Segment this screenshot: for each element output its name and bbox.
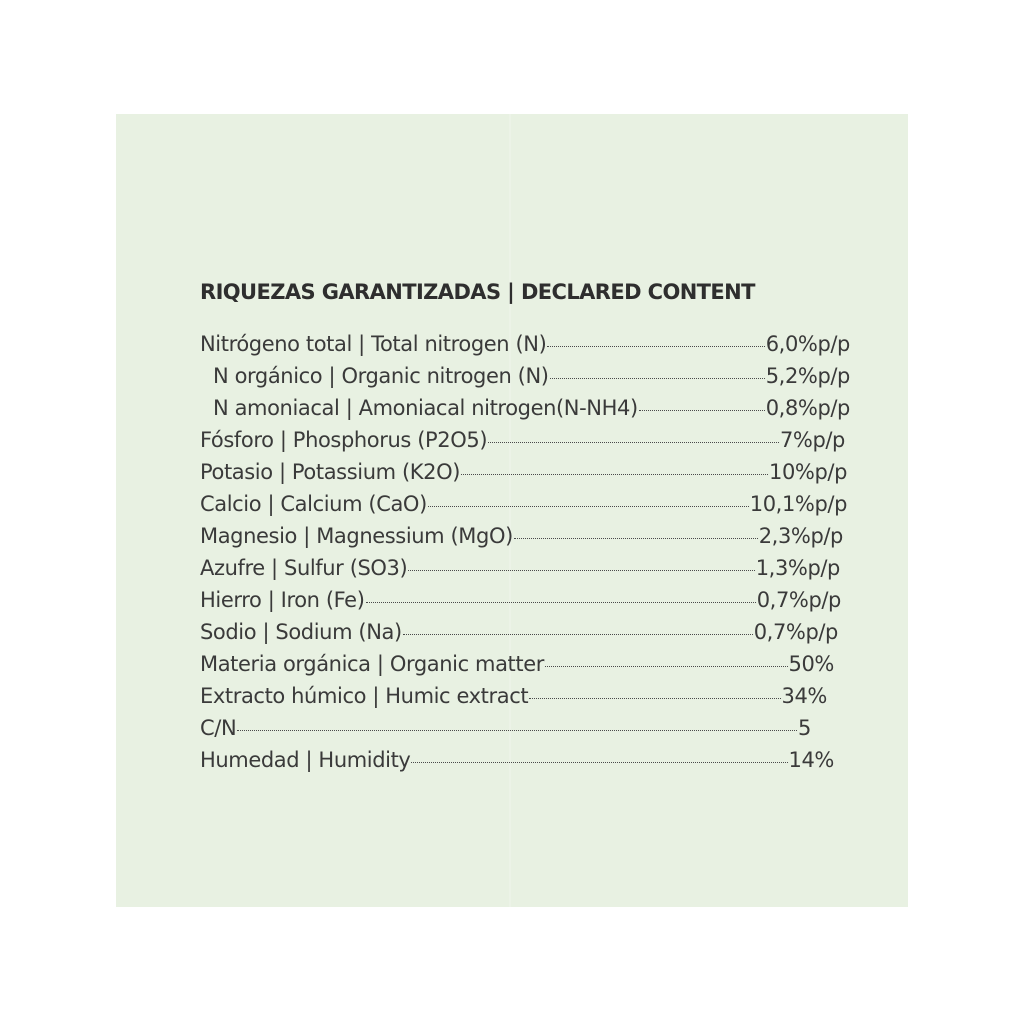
content-row-potassium (200, 460, 847, 490)
row-label: Potasio | Potassium (K2O) (200, 460, 460, 484)
dot-leader (545, 666, 788, 667)
row-label: Hierro | Iron (Fe) (200, 588, 365, 612)
dot-leader (547, 346, 764, 347)
dot-leader (488, 442, 779, 443)
dot-leader (366, 602, 756, 603)
dot-leader (428, 506, 749, 507)
dot-leader (514, 538, 758, 539)
row-value: 0,7%p/p (753, 620, 838, 644)
content-row-phosphorus (200, 428, 845, 458)
dot-leader (403, 634, 753, 635)
row-value: 2,3%p/p (758, 524, 843, 548)
row-value: 0,7%p/p (756, 588, 841, 612)
dot-leader (411, 762, 787, 763)
row-label: Calcio | Calcium (CaO) (200, 492, 427, 516)
content-row-magnesium (200, 524, 843, 554)
content-row-organic-nitrogen (213, 364, 850, 394)
row-label: Humedad | Humidity (200, 748, 411, 772)
content-row-humic-extract (200, 684, 827, 714)
dot-leader (461, 474, 768, 475)
row-label: Magnesio | Magnessium (MgO) (200, 524, 513, 548)
content-row-sodium (200, 620, 838, 650)
row-value: 7%p/p (779, 428, 845, 452)
row-label: Materia orgánica | Organic matter (200, 652, 544, 676)
dot-leader (529, 698, 780, 699)
declared-content-heading: RIQUEZAS GARANTIZADAS | DECLARED CONTENT (200, 280, 755, 304)
row-label: N amoniacal | Amoniacal nitrogen(N-NH4) (213, 396, 638, 420)
dot-leader (550, 378, 765, 379)
content-row-iron (200, 588, 841, 618)
row-label: Fósforo | Phosphorus (P2O5) (200, 428, 488, 452)
content-row-amoniacal-nitrogen (213, 396, 850, 426)
row-value: 10%p/p (768, 460, 847, 484)
content-row-total-nitrogen (200, 332, 850, 362)
row-label: Azufre | Sulfur (SO3) (200, 556, 408, 580)
dot-leader (408, 570, 754, 571)
row-label: Sodio | Sodium (Na) (200, 620, 402, 644)
row-value: 50% (788, 652, 834, 676)
content-row-sulfur (200, 556, 840, 586)
row-value: 5 (798, 716, 811, 740)
row-label: Nitrógeno total | Total nitrogen (N) (200, 332, 547, 356)
content-row-humidity (200, 748, 834, 778)
content-row-organic-matter (200, 652, 834, 682)
row-label: Extracto húmico | Humic extract (200, 684, 529, 708)
row-value: 6,0%p/p (765, 332, 850, 356)
dot-leader (639, 410, 765, 411)
row-value: 34% (781, 684, 827, 708)
content-row-calcium (200, 492, 847, 522)
dot-leader (237, 730, 797, 731)
row-value: 5,2%p/p (765, 364, 850, 388)
row-value: 1,3%p/p (755, 556, 840, 580)
row-value: 14% (788, 748, 834, 772)
row-label: C/N (200, 716, 237, 740)
content-row-c-n-ratio (200, 716, 811, 746)
row-value: 10,1%p/p (749, 492, 847, 516)
row-value: 0,8%p/p (765, 396, 850, 420)
row-label: N orgánico | Organic nitrogen (N) (213, 364, 549, 388)
